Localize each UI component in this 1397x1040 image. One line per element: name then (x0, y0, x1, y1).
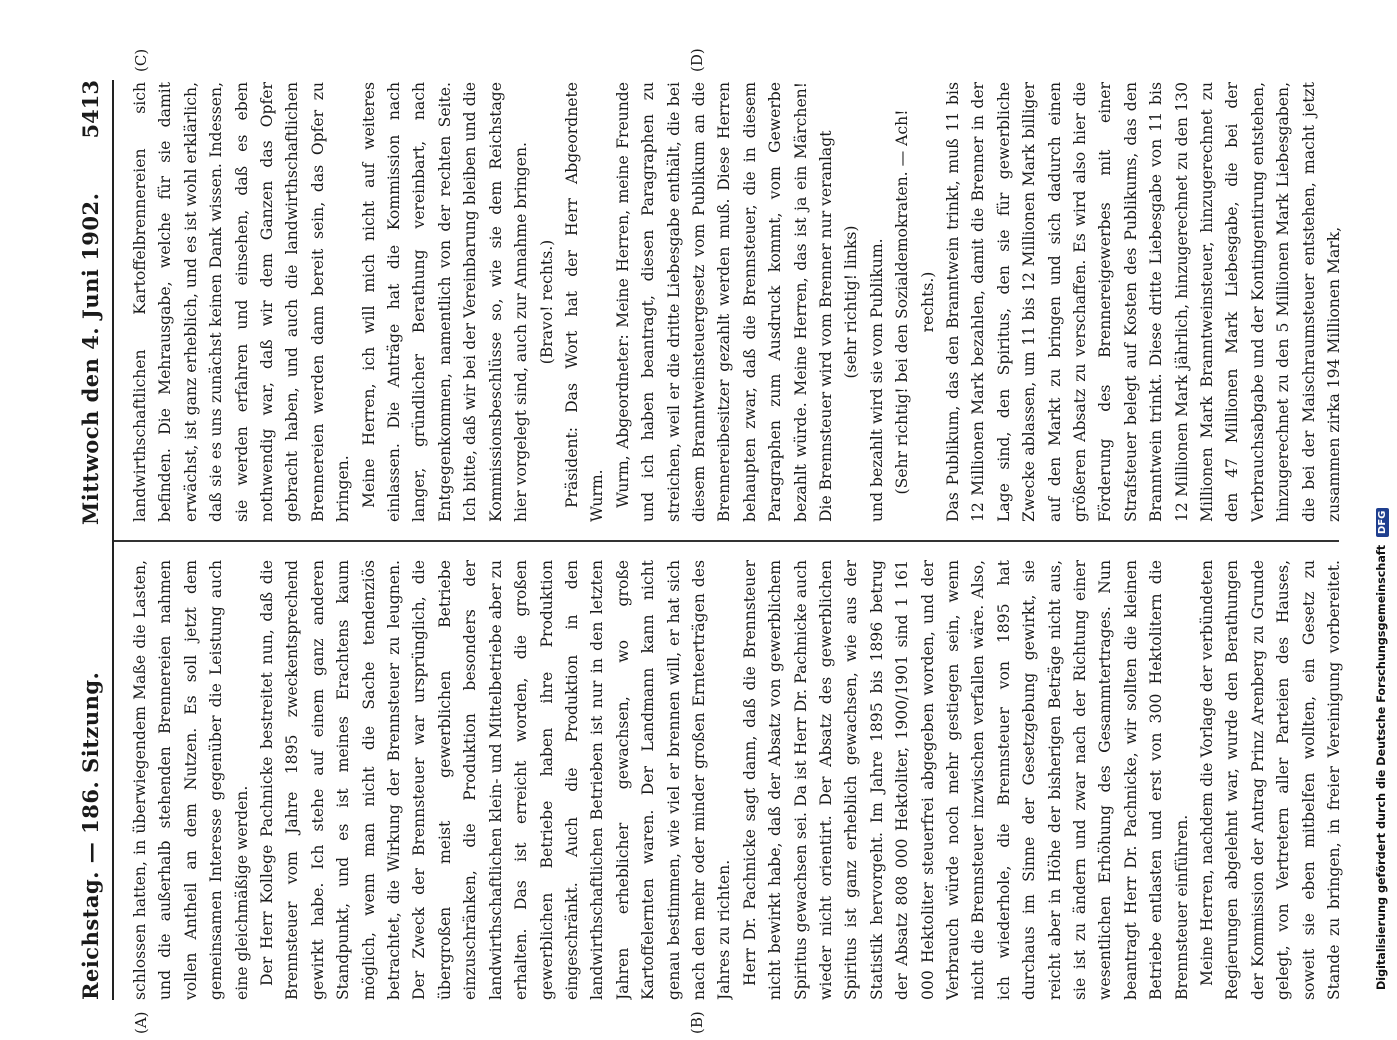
paragraph: Herr Dr. Pachnicke sagt dann, daß die Brennsteuer nicht bewirkt habe, daß der Absatz von gewerblichem Spiritus gewachsen sei. Da ist Herr Dr. Pachnicke auch wieder nicht orientirt. Der Absatz des gewerblichen Spiritus ist ganz erheblich gewachsen, wie aus der Statistik hervorgeht. Im Jahre 1895 bis 1896 betrug der Absatz 808 000 Hektoliter, 1900/1901 sind 1 161 000 Hektoliter steuerfrei abgegeben worden, und der Verbrauch würde noch mehr gestiegen sein, wenn nicht die Brennsteuer inzwischen verfallen wäre. Also, ich wiederhole, die Brennsteuer von 1895 hat durchaus im Sinne der Gesetzgebung gewirkt, sie reicht aber in Höhe der bisherigen Beträge nicht aus, sie ist zu ändern und zwar nach der Richtung einer wesentlichen Erhöhung des Gesammtertrages. Nun beantragt Herr Dr. Pachnicke, wir sollten die kleinen Betriebe entlasten und erst von 300 Hektolitern die Brennsteuer einführen. (740, 560, 1191, 1000)
digitization-credit (1375, 10, 1395, 990)
paragraph: landwirthschaftlichen Kartoffelbrennereien sich befinden. Die Mehrausgabe, welche für sie damit erwächst, ist ganz erheblich, und es ist wohl erklärlich, daß sie es uns zunächst keinen Dank wissen. Indessen, sie werden erfahren und einsehen, daß es eben nothwendig war, daß wir dem Ganzen das Opfer gebracht haben, und auch die landwirthschaftlichen Brennereien werden dann bereit sein, das Opfer zu bringen. (131, 82, 353, 522)
right-column (128, 82, 1343, 522)
page-number: 5413 (78, 80, 103, 139)
interjection: (sehr richtig! links) (842, 225, 861, 379)
document-page (48, 40, 1353, 1040)
margin-marker-a: (A) (132, 1011, 150, 1034)
dfg-logo: DFG (1376, 508, 1389, 537)
paragraph: Das Publikum, das den Branntwein trinkt, muß 11 bis 12 Millionen Mark bezahlen, damit die Brenner in der Lage sind, den Spiritus, den sie für gewerbliche Zwecke ablassen, um 11 bis 12 Millionen Mark billiger auf den Markt zu bringen und sich dadurch einen größeren Absatz zu verschaffen. Es wird also hier die Förderung des Brennereigewerbes mit einer Strafsteuer belegt auf Kosten des Publikums, das den Branntwein trinkt. Diese dritte Liebesgabe von 11 bis 12 Millionen Mark jährlich, hinzugerechnet zu den 130 Millionen Mark Branntweinsteuer, hinzugerechnet zu den 47 Millionen Mark Liebesgabe, die bei der Verbrauchsabgabe und der Kontingentirung entstehen, hinzugerechnet zu den 5 Millionen Mark Liebesgaben, die bei der Maischraumsteuer entstehen, macht jetzt zusammen zirka 194 Millionen Mark, (944, 82, 1343, 522)
paragraph: Meine Herren, nachdem die Vorlage der verbündeten Regierungen abgelehnt war, wurde den Berathungen der Kommission der Antrag Prinz Arenberg zu Grunde gelegt, von Vertretern aller Parteien des Hauses, soweit sie eben mitbelfen wollten, ein Gesetz zu Stande zu bringen, in freier Vereinigung vorbereitet. (1198, 560, 1343, 1000)
header-session: Reichstag. — 186. Sitzung. (78, 671, 103, 1000)
interjection: (Bravo! rechts.) (537, 239, 556, 365)
interjection: (Sehr richtig! bei den Sozialdemokraten. — Ach! rechts.) (893, 109, 937, 495)
margin-marker-d: (D) (688, 48, 706, 72)
paragraph: und bezahlt wird sie vom Publikum. (867, 238, 886, 522)
margin-marker-b: (B) (688, 1011, 706, 1034)
speaker-paragraph: Präsident: Das Wort hat der Herr Abgeordnete Wurm. (562, 82, 607, 522)
paragraph: schlossen hatten, in überwiegendem Maße die Lasten, und die außerhalb stehenden Brennereien nahmen vollen Antheil an dem Nutzen. Es soll jetzt dem gemeinsamen Interesse gegenüber die Leistung auch eine gleichmäßige werden. (131, 560, 251, 1000)
column-divider (114, 540, 1339, 542)
page-header (68, 80, 108, 1000)
margin-marker-c: (C) (132, 48, 150, 72)
header-date: Mittwoch den 4. Juni 1902. (78, 192, 103, 525)
digitization-credit-text: Digitalisierung gefördert durch die Deutsche Forschungsgemeinschaft (1375, 544, 1388, 990)
page-inner (48, 48, 1353, 1034)
left-column (128, 560, 1343, 1000)
paragraph: Meine Herren, ich will mich nicht auf weiteres einlassen. Die Anträge hat die Kommission nach langer, gründlicher Berathung vereinbart, nach Entgegenkommen, namentlich von der rechten Seite. Ich bitte, daß wir bei der Vereinbarung bleiben und die Kommissionsbeschlüsse so, wie sie dem Reichstage hier vorgelegt sind, auch zur Annahme bringen. (359, 82, 531, 522)
speaker-paragraph: Wurm, Abgeordneter: Meine Herren, meine Freunde und ich haben beantragt, diesen Paragraphen zu streichen, weil er die dritte Liebesgabe enthält, die bei diesem Branntweinsteuergesetz vom Publikum an die Brennereibesitzer gezahlt werden muß. Diese Herren behaupten zwar, daß die Brennsteuer, die in diesem Paragraphen zum Ausdruck kommt, vom Gewerbe bezahlt würde. Meine Herren, das ist ja ein Märchen! Die Brennsteuer wird vom Brenner nur veranlagt (613, 82, 835, 522)
paragraph: Der Herr Kollege Pachnicke bestreitet nun, daß die Brennsteuer vom Jahre 1895 zweckentsprechend gewirkt habe. Ich stehe auf einem ganz anderen Standpunkt, und es ist meines Erachtens kaum möglich, wenn man nicht die Sache tendenziös betrachtet, die Wirkung der Brennsteuer zu leugnen. Der Zweck der Brennsteuer war ursprünglich, die übergroßen meist gewerblichen Betriebe einzuschränken, die Produktion besonders der landwirthschaftlichen klein- und Mittelbetriebe aber zu erhalten. Das ist erreicht worden, die großen gewerblichen Betriebe haben ihre Produktion eingeschränkt. Auch die Produktion in den landwirthschaftlichen Betrieben ist nur in den letzten Jahren erheblicher gewachsen, wo große Kartoffelernten waren. Der Landmann kann nicht genau bestimmen, wie viel er brennen will, er hat sich nach den mehr oder minder großen Ernteerträgen des Jahres zu richten. (258, 560, 734, 1000)
